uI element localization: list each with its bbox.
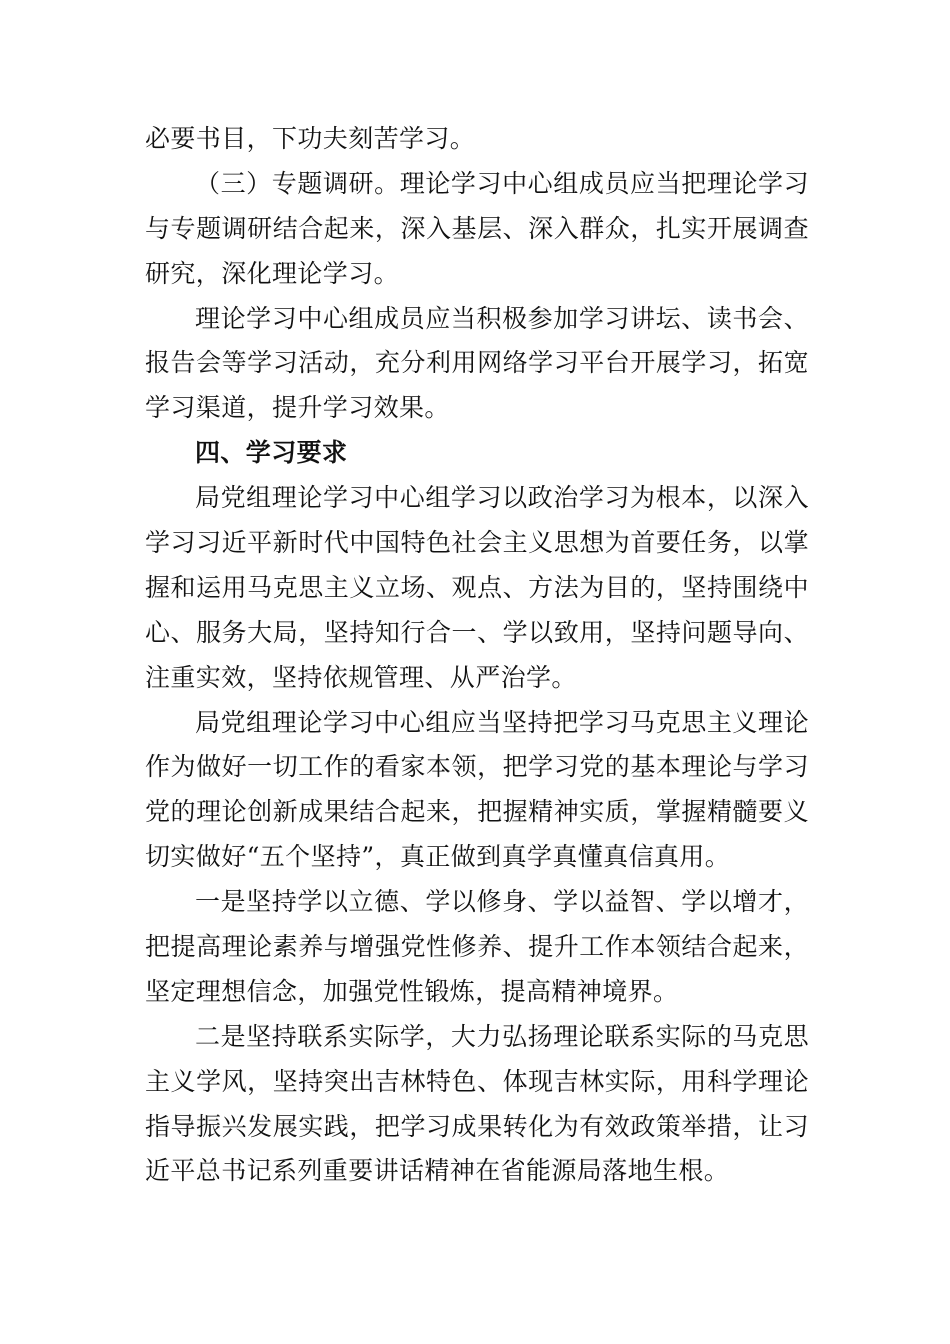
text-line: 学习习近平新时代中国特色社会主义思想为首要任务，以掌 (145, 528, 809, 558)
text-line: 局党组理论学习中心组学习以政治学习为根本，以深入 (195, 483, 809, 513)
text-line: 研究，深化理论学习。 (145, 258, 400, 288)
text-line: 一是坚持学以立德、学以修身、学以益智、学以增才， (195, 887, 809, 917)
heading-text: 四、学习要求 (195, 438, 348, 468)
text-line: （三）专题调研。理论学习中心组成员应当把理论学习 (195, 168, 809, 198)
paragraph (145, 117, 809, 162)
text-line: 心、服务大局，坚持知行合一、学以致用，坚持问题导向、 (145, 617, 809, 647)
text-line: 指导振兴发展实践，把学习成果转化为有效政策举措，让习 (145, 1111, 809, 1141)
paragraph (145, 162, 809, 297)
text-line: 报告会等学习活动，充分利用网络学习平台开展学习，拓宽 (145, 348, 809, 378)
text-line: 坚定理想信念，加强党性锻炼，提高精神境界。 (145, 976, 679, 1006)
document-page (145, 117, 809, 1194)
paragraph (145, 476, 809, 700)
paragraph (145, 1015, 809, 1195)
text-line: 党的理论创新成果结合起来，把握精神实质，掌握精髓要义 (145, 797, 809, 827)
paragraph (145, 701, 809, 881)
text-line: 切实做好“五个坚持”，真正做到真学真懂真信真用。 (145, 842, 731, 872)
text-line: 局党组理论学习中心组应当坚持把学习马克思主义理论 (195, 707, 809, 737)
text-line: 握和运用马克思主义立场、观点、方法为目的，坚持围绕中 (145, 572, 809, 602)
text-line: 理论学习中心组成员应当积极参加学习讲坛、读书会、 (195, 303, 809, 333)
text-line: 学习渠道，提升学习效果。 (145, 393, 450, 423)
text-line: 二是坚持联系实际学，大力弘扬理论联系实际的马克思 (195, 1021, 809, 1051)
text-line: 近平总书记系列重要讲话精神在省能源局落地生根。 (145, 1156, 730, 1186)
text-line: 必要书目，下功夫刻苦学习。 (145, 124, 476, 153)
paragraph (145, 880, 809, 1015)
text-line: 注重实效，坚持依规管理、从严治学。 (145, 662, 577, 692)
text-line: 把提高理论素养与增强党性修养、提升工作本领结合起来， (145, 932, 809, 962)
section-heading (145, 431, 809, 476)
text-line: 主义学风，坚持突出吉林特色、体现吉林实际，用科学理论 (145, 1066, 809, 1096)
paragraph (145, 297, 809, 432)
text-line: 与专题调研结合起来，深入基层、深入群众，扎实开展调查 (145, 213, 809, 243)
text-line: 作为做好一切工作的看家本领，把学习党的基本理论与学习 (145, 752, 809, 782)
